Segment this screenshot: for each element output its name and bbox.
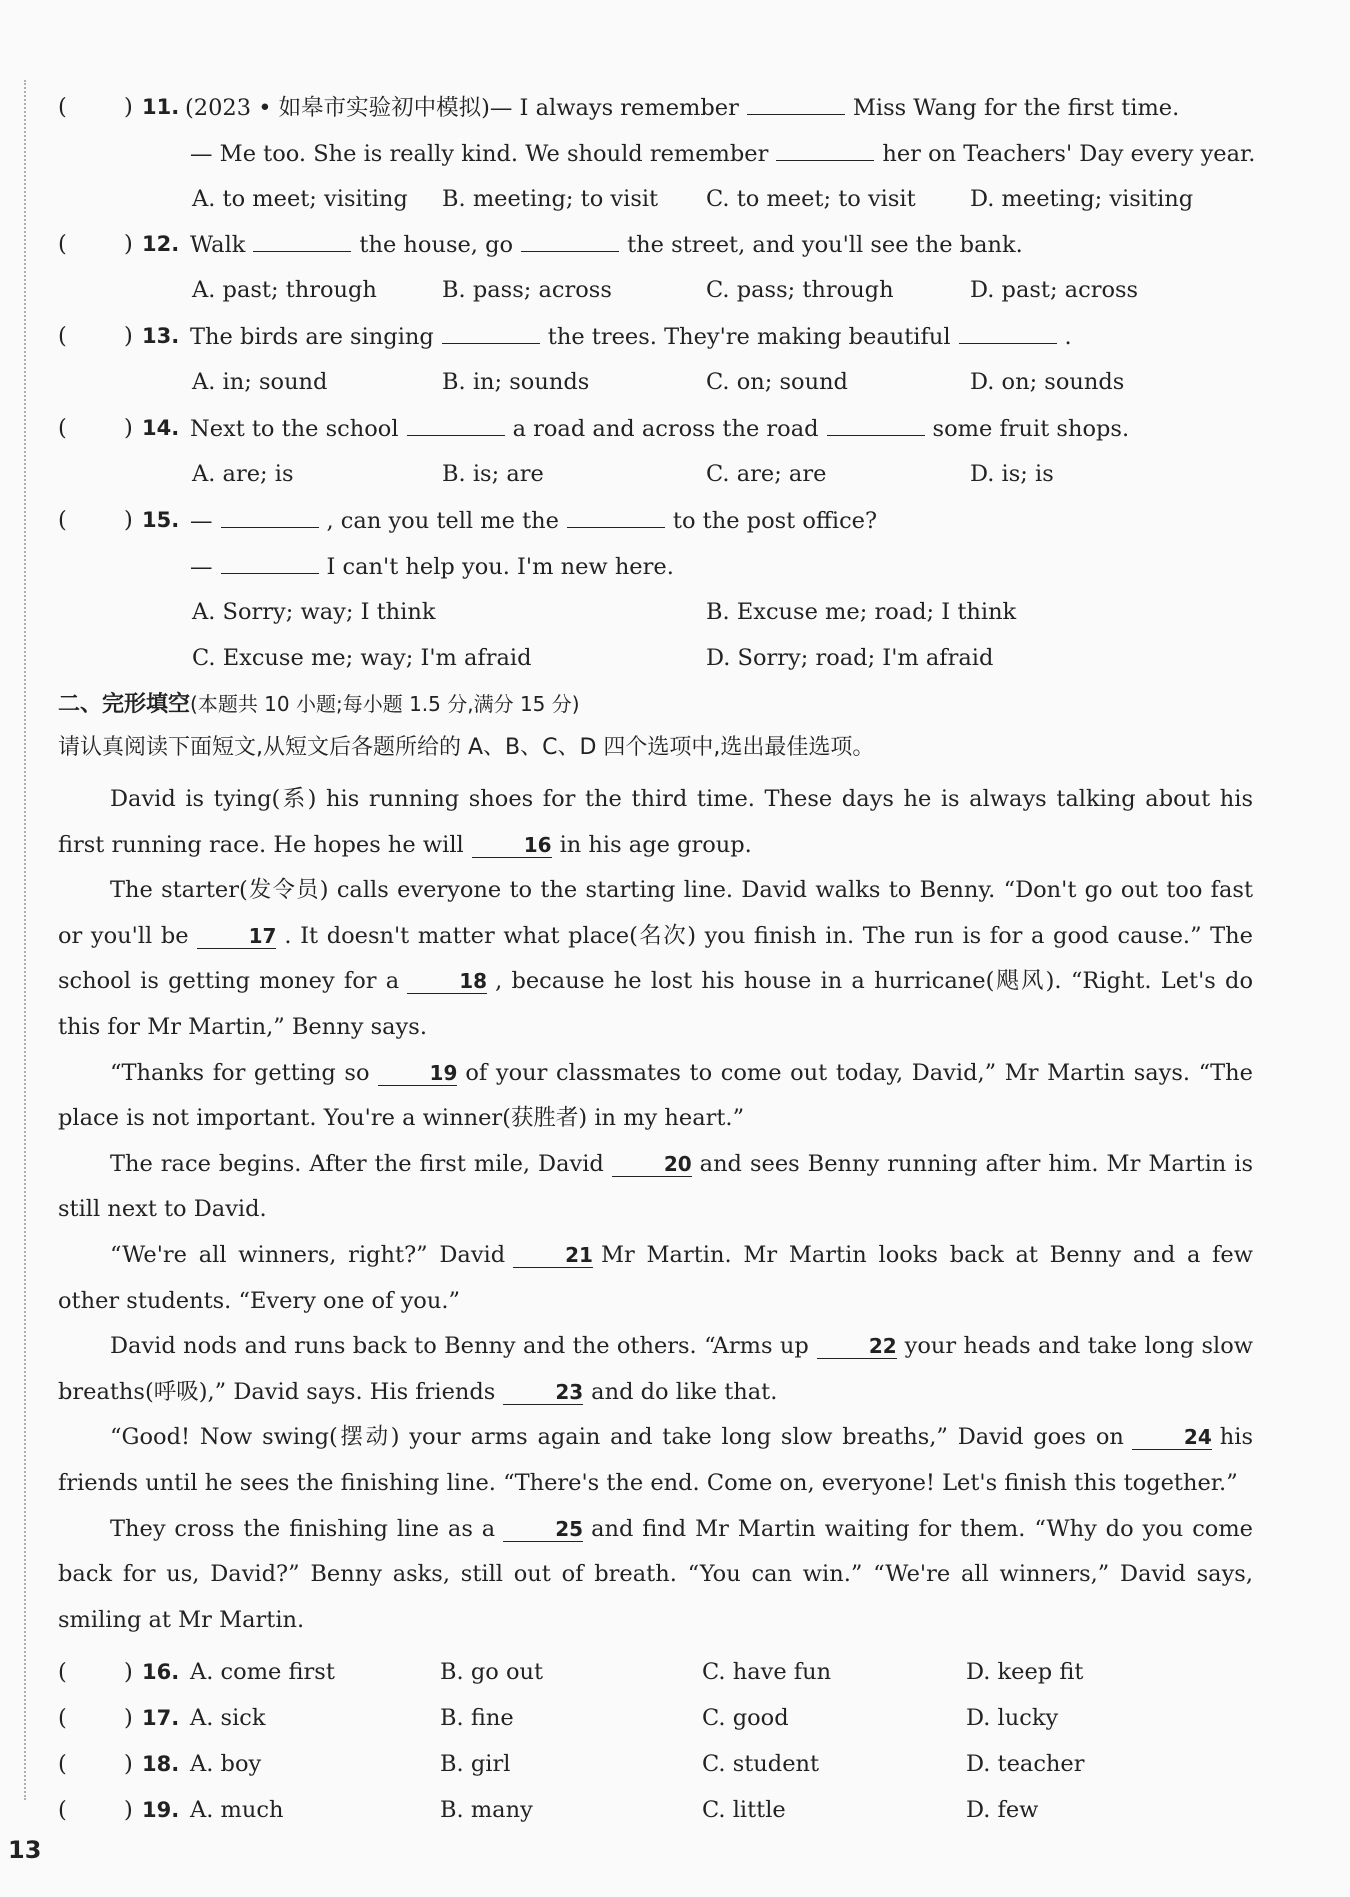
option-c: C. on; sound — [706, 369, 848, 395]
answer-blank — [442, 321, 540, 344]
option-d: D. teacher — [966, 1751, 1085, 1777]
answer-blank — [221, 551, 319, 574]
option-a: A. in; sound — [192, 369, 328, 395]
option-d: D. lucky — [966, 1705, 1059, 1731]
option-c: C. Excuse me; way; I'm afraid — [192, 645, 532, 671]
option-d: D. on; sounds — [970, 369, 1125, 395]
question-stem: (2023 • 如皋市实验初中模拟)— I always remember Miss Wang for the first time. — [185, 92, 1179, 123]
cloze-blank-20: 20 — [612, 1152, 692, 1177]
answer-blank — [253, 229, 351, 252]
option-d: D. past; across — [970, 277, 1139, 303]
question-source: (2023 • 如皋市实验初中模拟) — [185, 95, 490, 121]
answer-blank — [567, 505, 665, 528]
question-number: 11. — [142, 95, 180, 119]
question-number: 12. — [142, 232, 180, 256]
answer-blank — [221, 505, 319, 528]
option-a: A. boy — [190, 1751, 262, 1777]
passage-paragraph: The race begins. After the first mile, David 20 and sees Benny running after him. Mr Martin is still next to David. — [58, 1150, 1253, 1223]
option-a: A. past; through — [192, 277, 377, 303]
option-c: C. student — [702, 1751, 820, 1777]
answer-blank — [959, 321, 1057, 344]
passage-paragraph: “Good! Now swing(摆动) your arms again and take long slow breaths,” David goes on 24 his friends until he sees the finishing line. “There's the end. Come on, everyone! Let's finish this together.” — [58, 1424, 1253, 1496]
section-title: 二、完形填空 — [58, 692, 191, 717]
passage-paragraph: “We're all winners, right?” David 21 Mr Martin. Mr Martin looks back at Benny and a few other students. “Every one of you.” — [58, 1241, 1254, 1314]
option-a: A. are; is — [192, 461, 294, 487]
answer-blank — [407, 413, 505, 436]
question-number: 19. — [142, 1798, 180, 1822]
cloze-blank-18: 18 — [407, 969, 487, 994]
option-b: B. fine — [440, 1705, 514, 1731]
cloze-blank-19: 19 — [378, 1061, 458, 1086]
option-d: D. few — [966, 1797, 1039, 1823]
option-a: A. much — [190, 1797, 284, 1823]
option-d: D. keep fit — [966, 1659, 1084, 1685]
question-stem: — , can you tell me the to the post office? — [190, 505, 877, 536]
passage-paragraph: They cross the finishing line as a 25 and find Mr Martin waiting for them. “Why do you come back for us, David?” Benny asks, still out of breath. “You can win.” “We're all winners,” David says, smiling at Mr Martin. — [58, 1515, 1253, 1633]
question-stem: The birds are singing the trees. They're making beautiful . — [190, 321, 1072, 352]
passage-paragraph: The starter(发令员) calls everyone to the starting line. David walks to Benny. “Don't go out too fast or you'll be 17 . It doesn't matter what place(名次) you finish in. The run is for a good cause.” The school is getting money for a 18 , because he lost his house in a hurricane(飓风). “Right. Let's do this for Mr Martin,” Benny says. — [58, 877, 1254, 1040]
question-stem: Walk the house, go the street, and you'll see the bank. — [190, 229, 1023, 260]
answer-blank — [827, 413, 925, 436]
section-note: (本题共 10 小题;每小题 1.5 分,满分 15 分) — [190, 692, 580, 716]
answer-blank — [747, 92, 845, 115]
question-number: 16. — [142, 1660, 180, 1684]
option-b: B. meeting; to visit — [442, 186, 659, 212]
passage-paragraph: “Thanks for getting so 19 of your classmates to come out today, David,” Mr Martin says. “The place is not important. You're a winner(获胜者) in my heart.” — [58, 1059, 1253, 1132]
answer-blank — [776, 138, 874, 161]
question-number: 13. — [142, 324, 180, 348]
margin-dotted-rule — [24, 80, 26, 1800]
option-a: A. sick — [190, 1705, 266, 1731]
question-number: 14. — [142, 416, 180, 440]
option-d: D. meeting; visiting — [970, 186, 1194, 212]
option-b: B. is; are — [442, 461, 544, 487]
passage-paragraph: David is tying(系) his running shoes for the third time. These days he is always talking about his first running race. He hopes he will 16 in his age group. — [58, 786, 1253, 858]
option-b: B. go out — [440, 1659, 544, 1685]
option-b: B. in; sounds — [442, 369, 590, 395]
option-a: A. come first — [190, 1659, 335, 1685]
option-c: C. have fun — [702, 1659, 832, 1685]
cloze-blank-17: 17 — [197, 924, 277, 949]
section-instruction: 请认真阅读下面短文,从短文后各题所给的 A、B、C、D 四个选项中,选出最佳选项。 — [58, 735, 875, 760]
option-b: B. girl — [440, 1751, 511, 1777]
cloze-blank-21: 21 — [513, 1243, 593, 1268]
option-c: C. are; are — [706, 461, 827, 487]
cloze-passage — [58, 777, 1253, 1643]
option-c: C. pass; through — [706, 277, 894, 303]
cloze-blank-25: 25 — [503, 1517, 583, 1542]
section-heading — [58, 689, 580, 720]
cloze-blank-24: 24 — [1132, 1425, 1212, 1450]
option-d: D. is; is — [970, 461, 1054, 487]
option-a: A. Sorry; way; I think — [192, 599, 436, 625]
cloze-blank-22: 22 — [817, 1334, 897, 1359]
cloze-blank-16: 16 — [472, 833, 552, 858]
option-d: D. Sorry; road; I'm afraid — [706, 645, 994, 671]
option-a: A. to meet; visiting — [192, 186, 408, 212]
cloze-blank-23: 23 — [503, 1380, 583, 1405]
question-number: 15. — [142, 508, 180, 532]
question-stem: Next to the school a road and across the road some fruit shops. — [190, 413, 1129, 444]
option-c: C. to meet; to visit — [706, 186, 916, 212]
page-number: 13 — [8, 1836, 42, 1864]
question-stem-line2: — I can't help you. I'm new here. — [190, 551, 674, 582]
question-number: 17. — [142, 1706, 180, 1730]
question-number: 18. — [142, 1752, 180, 1776]
option-c: C. good — [702, 1705, 789, 1731]
option-b: B. many — [440, 1797, 533, 1823]
question-stem-line2: — Me too. She is really kind. We should remember her on Teachers' Day every year. — [190, 138, 1255, 169]
option-c: C. little — [702, 1797, 786, 1823]
option-b: B. Excuse me; road; I think — [706, 599, 1017, 625]
passage-paragraph: David nods and runs back to Benny and the others. “Arms up 22 your heads and take long slow breaths(呼吸),” David says. His friends 23 and do like that. — [58, 1333, 1253, 1405]
option-b: B. pass; across — [442, 277, 612, 303]
answer-blank — [521, 229, 619, 252]
